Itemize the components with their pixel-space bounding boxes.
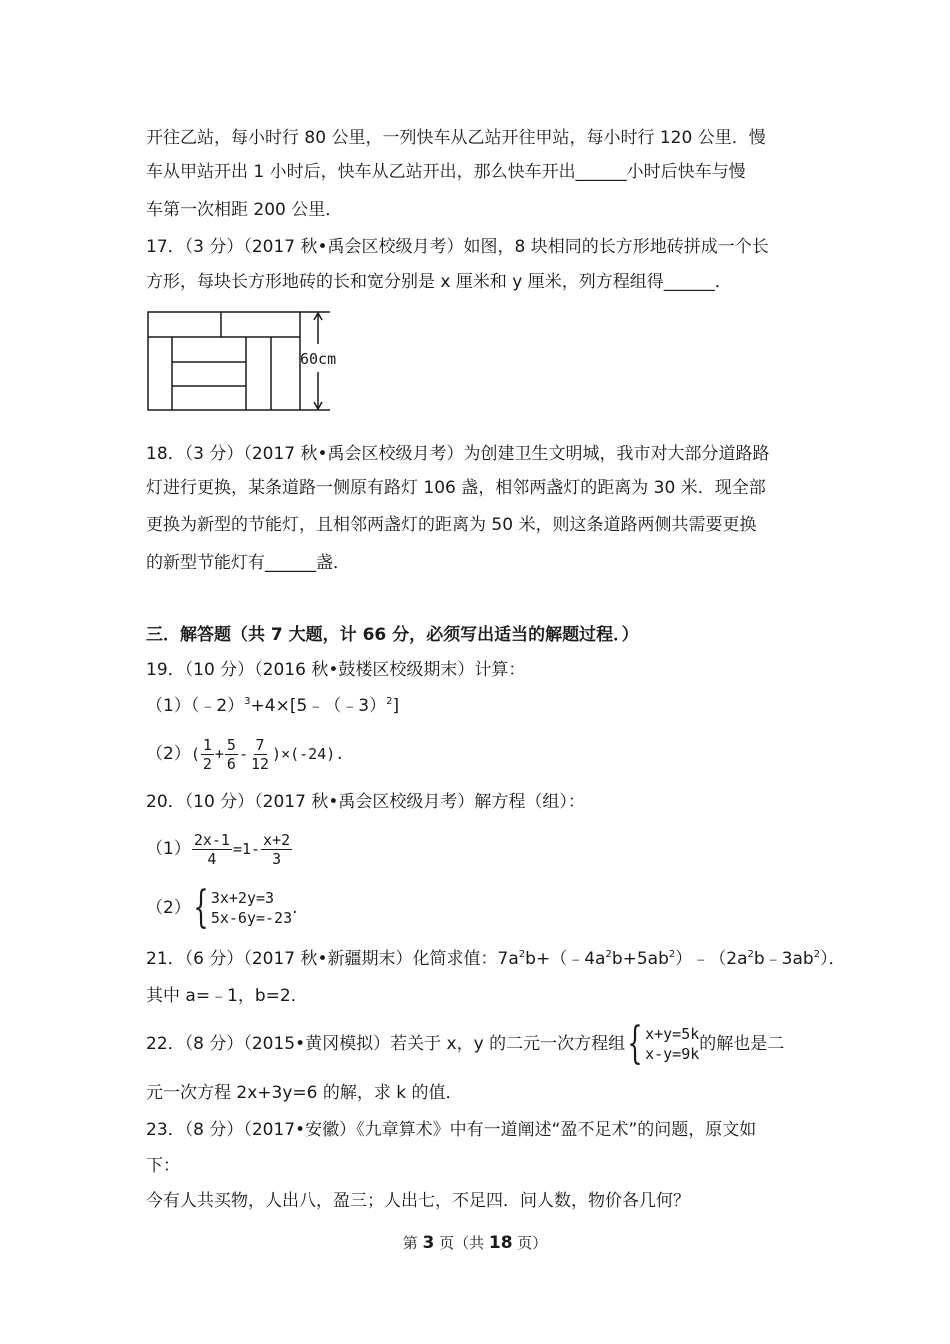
q16-line-3: 车第一次相距 200 公里．	[146, 200, 343, 220]
dimension-label: 60cm	[300, 350, 337, 368]
q20-part-1: （1） $\frac{2x-1}{4}$ =1- $\frac{x+2}{3}$	[146, 831, 291, 868]
q17-tile-figure	[146, 310, 346, 415]
page-total: 18	[488, 1233, 513, 1253]
equation-system: x+y=5k x-y=9k	[645, 1025, 700, 1063]
page-footer: 第 3 页（共 18 页）	[402, 1233, 548, 1253]
brace-icon: {	[627, 1018, 643, 1069]
q21-line-1: 21．（6 分）（2017 秋•新疆期末）化简求值：$7a^2b+(﹣4a^2b+5ab^2)﹣(2a^2b﹣3ab^2)$．	[146, 949, 846, 969]
q22-line-1: 22．（8 分）（2015•黄冈模拟）若关于 x，y 的二元一次方程组{ x+y=5k x-y=9k 的解也是二	[146, 1018, 785, 1069]
q19-part-1: （1）（﹣2）$^3$+4×[5﹣（﹣3）$^2$]	[146, 696, 400, 716]
q16-line-2: 车从甲站开出 1 小时后，快车从乙站开出，那么快车开出______小时后快车与慢	[146, 162, 746, 182]
equation-system: 3x+2y=3 5x-6y=-23	[210, 889, 293, 927]
q22-line-2: 元一次方程 2x+3y=6 的解，求 k 的值．	[146, 1083, 463, 1103]
section-3-heading: 三．解答题（共 7 大题，计 66 分，必须写出适当的解题过程．）	[146, 625, 639, 645]
q16-line-1: 开往乙站，每小时行 80 公里，一列快车从乙站开往甲站，每小时行 120 公里．慢	[146, 128, 766, 148]
q20-part-2: （2）{ 3x+2y=3 5x-6y=-23 .	[146, 882, 298, 933]
q17-line-1: 17．（3 分）（2017 秋•禹会区校级月考）如图，8 块相同的长方形地砖拼成一个长	[146, 237, 769, 257]
q18-line-2: 灯进行更换，某条道路一侧原有路灯 106 盏，相邻两盏灯的距离为 30 米．现全部	[146, 478, 766, 498]
fraction: $\frac{5}{6}$	[226, 736, 236, 773]
q19-part-2: （2）( $\frac{1}{2}$ + $\frac{5}{6}$ - $\frac{7}{12}$ )×(-24).	[146, 736, 345, 773]
fraction: $\frac{2x-1}{4}$	[193, 831, 230, 868]
q18-line-4: 的新型节能灯有______盏．	[146, 553, 350, 573]
q23-line-1: 23．（8 分）（2017•安徽）《九章算术》中有一道阐述“盈不足术”的问题，原文如	[146, 1120, 757, 1140]
figure-outer-rectangle	[148, 312, 300, 410]
brace-icon: {	[193, 882, 209, 933]
q18-line-1: 18．（3 分）（2017 秋•禹会区校级月考）为创建卫生文明城，我市对大部分道路路	[146, 444, 770, 464]
q21-line-2: 其中 a=﹣1，b=2．	[146, 986, 308, 1006]
q17-line-2: 方形，每块长方形地砖的长和宽分别是 x 厘米和 y 厘米，列方程组得______．	[146, 272, 732, 292]
q23-line-3: 今有人共买物，人出八，盈三；人出七，不足四．问人数，物价各几何？	[146, 1191, 690, 1211]
q23-line-2: 下：	[146, 1156, 180, 1176]
fraction: $\frac{7}{12}$	[250, 736, 270, 773]
q19-header: 19．（10 分）（2016 秋•鼓楼区校级期末）计算：	[146, 660, 526, 680]
page-number: 3	[422, 1233, 435, 1253]
fraction: $\frac{x+2}{3}$	[263, 831, 291, 868]
fraction: $\frac{1}{2}$	[202, 736, 212, 773]
q18-line-3: 更换为新型的节能灯，且相邻两盏灯的距离为 50 米，则这条道路两侧共需要更换	[146, 515, 757, 535]
q20-header: 20．（10 分）（2017 秋•禹会区校级月考）解方程（组）：	[146, 792, 585, 812]
